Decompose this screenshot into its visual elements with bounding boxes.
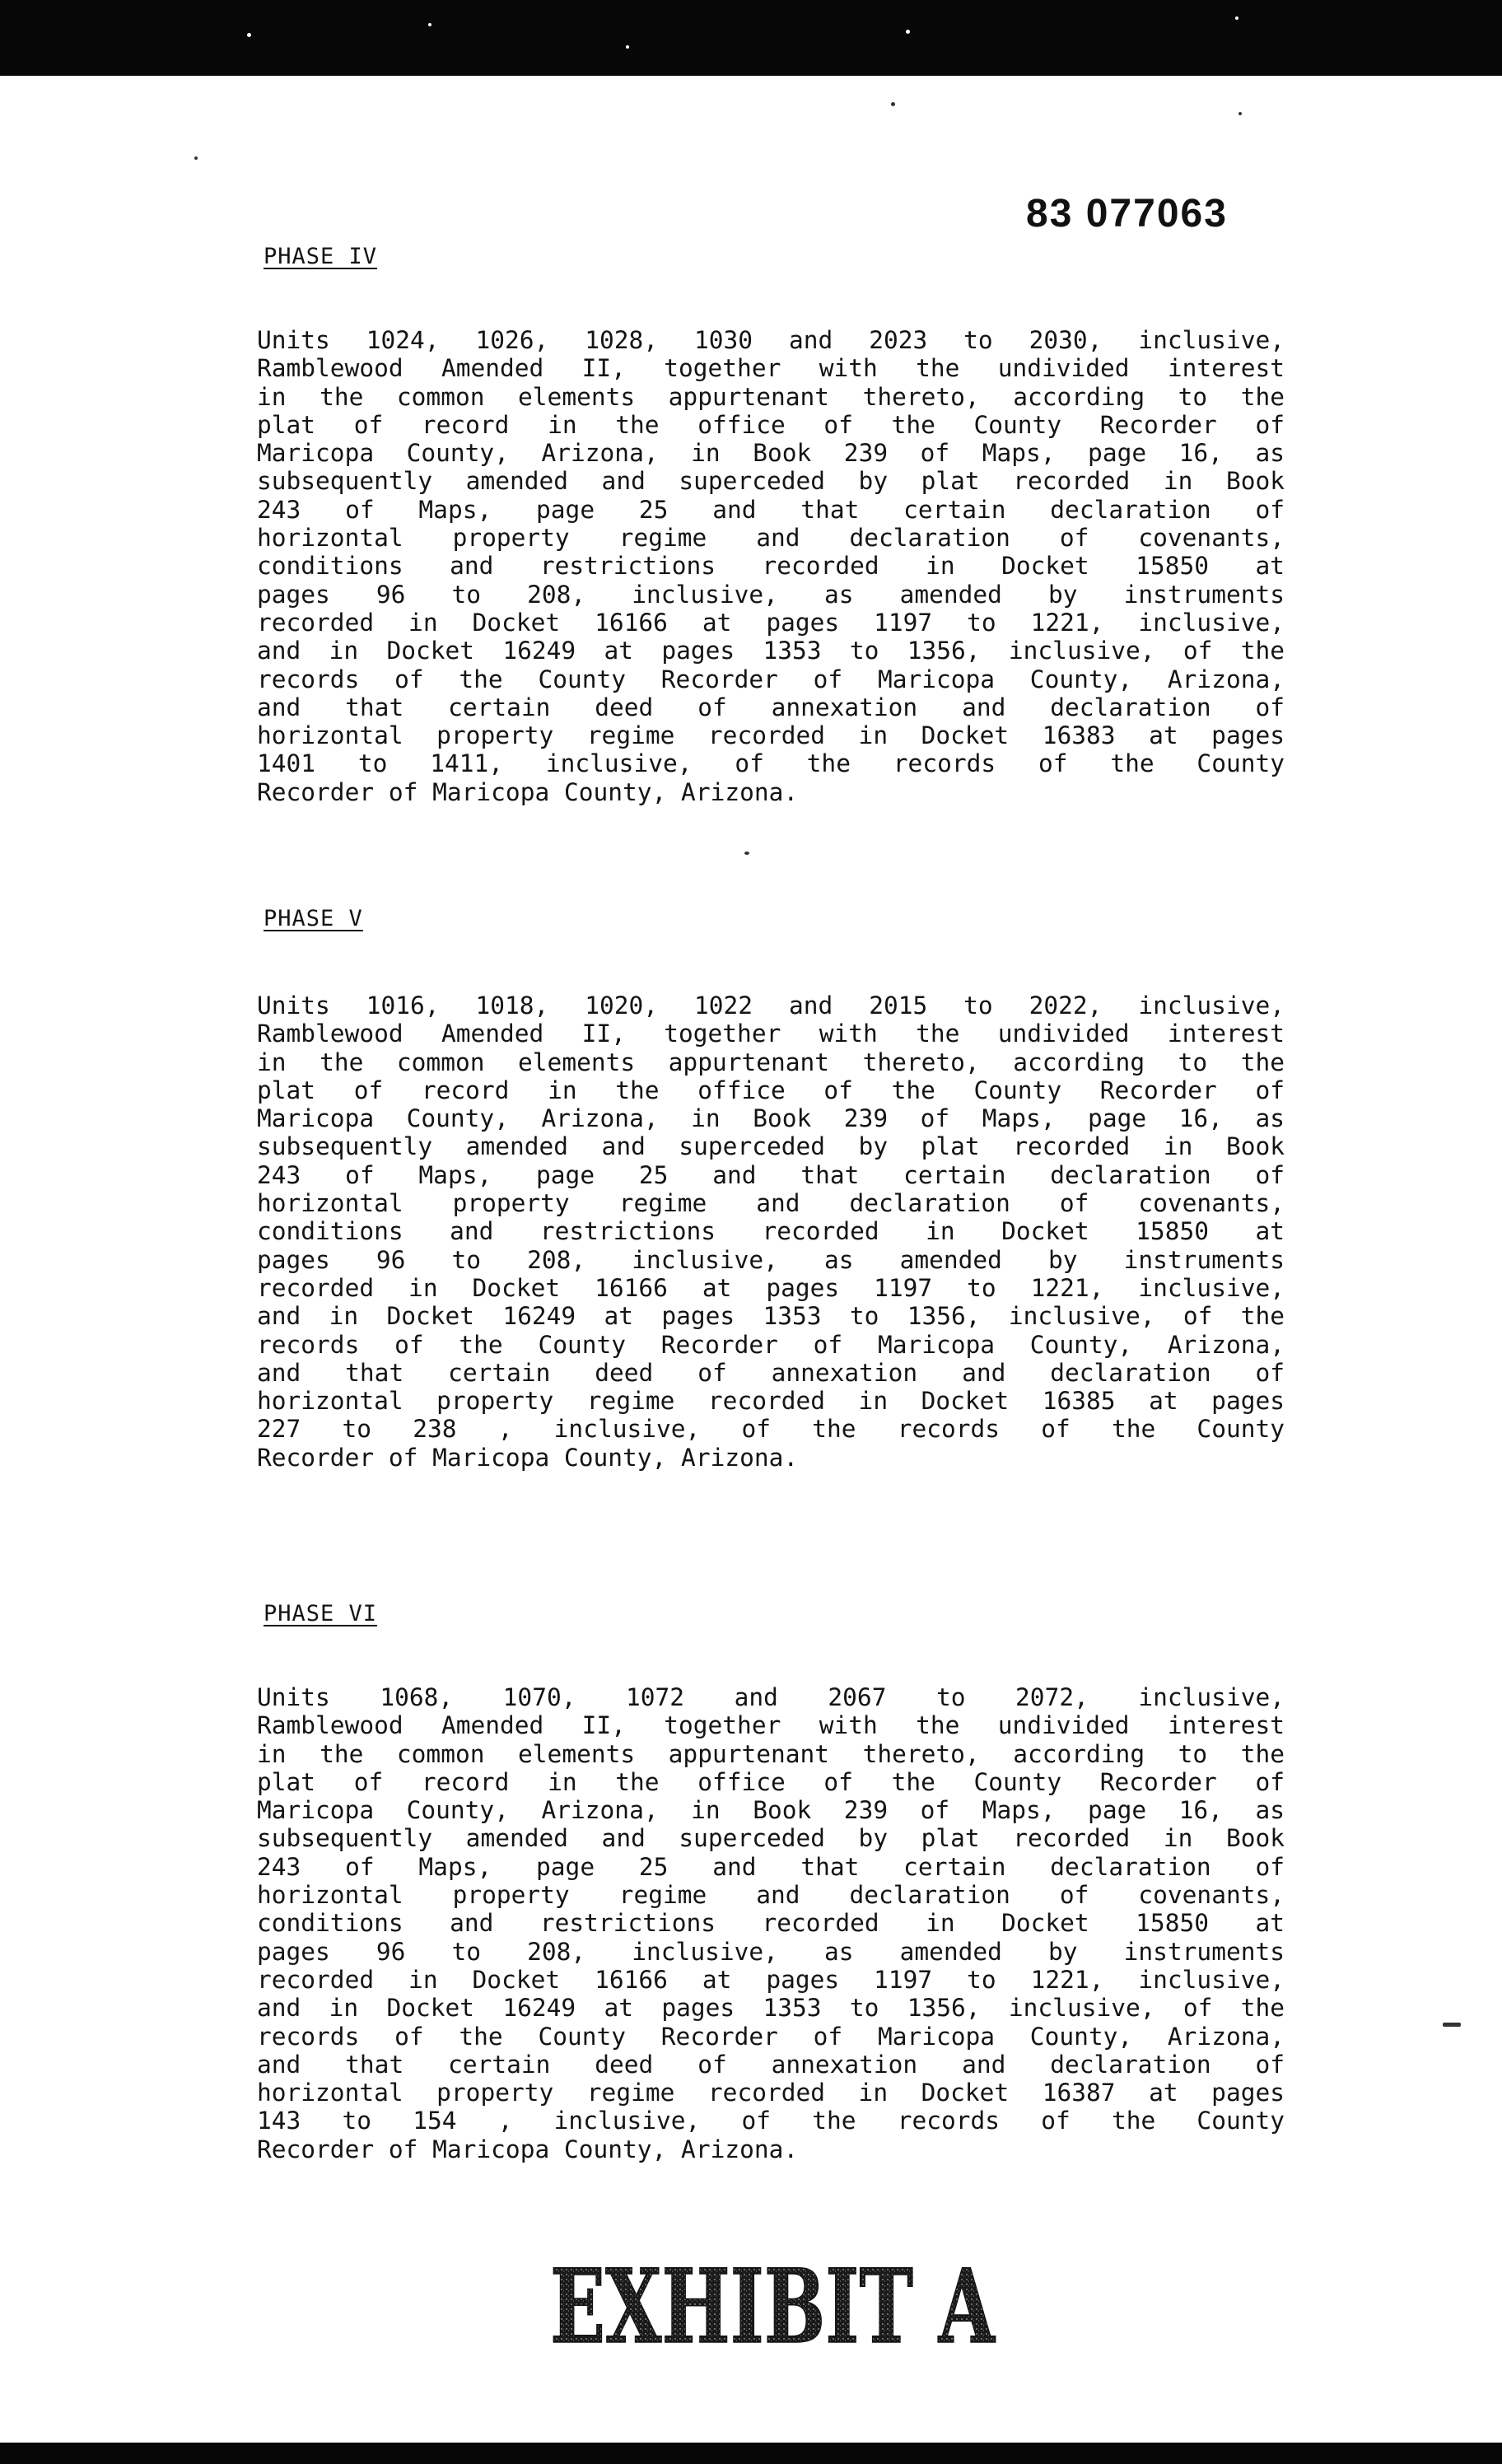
text-line: subsequently amended and superceded by plat recorded in Book — [257, 1824, 1285, 1853]
phase-legal-description — [257, 1683, 1285, 2163]
text-line: plat of record in the office of the County Recorder of — [257, 1767, 1285, 1796]
scan-speck — [891, 102, 895, 106]
text-line: 243 of Maps, page 25 and that certain declaration of — [257, 1852, 1285, 1881]
document-number: 83 077063 — [1026, 192, 1228, 236]
scan-bottom-border — [0, 2443, 1502, 2464]
text-line: Units 1068, 1070, 1072 and 2067 to 2072, inclusive, — [257, 1683, 1285, 1711]
text-line: and that certain deed of annexation and declaration of — [257, 693, 1285, 721]
text-line: pages 96 to 208, inclusive, as amended by instruments — [257, 1937, 1285, 1966]
text-line: conditions and restrictions recorded in Docket 15850 at — [257, 1217, 1285, 1246]
text-line: subsequently amended and superceded by plat recorded in Book — [257, 467, 1285, 496]
text-line: horizontal property regime recorded in Docket 16385 at pages — [257, 1387, 1285, 1416]
phase-heading: PHASE VI — [264, 1601, 378, 1626]
phase-legal-description — [257, 992, 1285, 1472]
text-line: recorded in Docket 16166 at pages 1197 to 1221, inclusive, — [257, 1965, 1285, 1994]
phase-heading: PHASE IV — [264, 244, 378, 269]
text-line: 1401 to 1411, inclusive, of the records of the County — [257, 749, 1285, 778]
scan-speck — [1443, 2023, 1461, 2027]
text-line: and in Docket 16249 at pages 1353 to 1356, inclusive, of the — [257, 1302, 1285, 1331]
scan-speck — [906, 30, 910, 34]
text-line: Maricopa County, Arizona, in Book 239 of Maps, page 16, as — [257, 1796, 1285, 1825]
text-line: and that certain deed of annexation and declaration of — [257, 2050, 1285, 2079]
text-line: Units 1016, 1018, 1020, 1022 and 2015 to 2022, inclusive, — [257, 992, 1285, 1020]
text-line: in the common elements appurtenant thereto, according to the — [257, 382, 1285, 411]
scan-speck — [194, 156, 198, 160]
text-line: recorded in Docket 16166 at pages 1197 to 1221, inclusive, — [257, 1273, 1285, 1302]
text-line: 227 to 238 , inclusive, of the records of the County — [257, 1415, 1285, 1444]
scan-speck — [1238, 112, 1242, 115]
text-line: Recorder of Maricopa County, Arizona. — [257, 2135, 799, 2163]
text-line: 243 of Maps, page 25 and that certain declaration of — [257, 495, 1285, 524]
text-line: conditions and restrictions recorded in Docket 15850 at — [257, 1909, 1285, 1938]
text-line: horizontal property regime recorded in Docket 16383 at pages — [257, 721, 1285, 750]
text-line: and in Docket 16249 at pages 1353 to 1356, inclusive, of the — [257, 637, 1285, 665]
text-line: and that certain deed of annexation and declaration of — [257, 1358, 1285, 1387]
scan-speck — [744, 852, 749, 855]
scan-speck — [626, 45, 629, 49]
text-line: horizontal property regime recorded in Docket 16387 at pages — [257, 2079, 1285, 2107]
text-line: Ramblewood Amended II, together with the undivided interest — [257, 1020, 1285, 1048]
scan-speck — [1235, 16, 1238, 20]
exhibit-label: EXHIBIT A — [550, 2247, 996, 2367]
scan-speck — [428, 23, 431, 26]
text-line: Recorder of Maricopa County, Arizona. — [257, 1443, 799, 1472]
text-line: records of the County Recorder of Maricopa County, Arizona, — [257, 2022, 1285, 2051]
text-line: recorded in Docket 16166 at pages 1197 to 1221, inclusive, — [257, 608, 1285, 637]
text-line: pages 96 to 208, inclusive, as amended by instruments — [257, 580, 1285, 609]
text-line: in the common elements appurtenant thereto, according to the — [257, 1739, 1285, 1768]
text-line: records of the County Recorder of Maricopa County, Arizona, — [257, 1330, 1285, 1359]
phase-legal-description — [257, 326, 1285, 806]
text-line: 243 of Maps, page 25 and that certain declaration of — [257, 1160, 1285, 1189]
exhibit-stamp — [550, 2247, 996, 2367]
text-line: horizontal property regime and declaration of covenants, — [257, 524, 1285, 553]
text-line: 143 to 154 , inclusive, of the records of the County — [257, 2107, 1285, 2135]
text-line: Maricopa County, Arizona, in Book 239 of Maps, page 16, as — [257, 439, 1285, 468]
scan-top-border — [0, 0, 1502, 76]
text-line: Maricopa County, Arizona, in Book 239 of Maps, page 16, as — [257, 1104, 1285, 1133]
text-line: Ramblewood Amended II, together with the undivided interest — [257, 354, 1285, 383]
text-line: conditions and restrictions recorded in Docket 15850 at — [257, 552, 1285, 581]
text-line: plat of record in the office of the County Recorder of — [257, 410, 1285, 439]
text-line: Units 1024, 1026, 1028, 1030 and 2023 to 2030, inclusive, — [257, 326, 1285, 354]
text-line: horizontal property regime and declaration of covenants, — [257, 1189, 1285, 1218]
text-line: records of the County Recorder of Maricopa County, Arizona, — [257, 665, 1285, 693]
text-line: pages 96 to 208, inclusive, as amended by instruments — [257, 1245, 1285, 1274]
text-line: and in Docket 16249 at pages 1353 to 1356, inclusive, of the — [257, 1994, 1285, 2023]
text-line: subsequently amended and superceded by plat recorded in Book — [257, 1132, 1285, 1161]
text-line: horizontal property regime and declaration of covenants, — [257, 1881, 1285, 1910]
text-line: Ramblewood Amended II, together with the undivided interest — [257, 1711, 1285, 1740]
phase-heading: PHASE V — [264, 906, 363, 931]
text-line: Recorder of Maricopa County, Arizona. — [257, 777, 799, 806]
text-line: in the common elements appurtenant thereto, according to the — [257, 1048, 1285, 1076]
scan-speck — [247, 33, 251, 37]
text-line: plat of record in the office of the County Recorder of — [257, 1076, 1285, 1104]
